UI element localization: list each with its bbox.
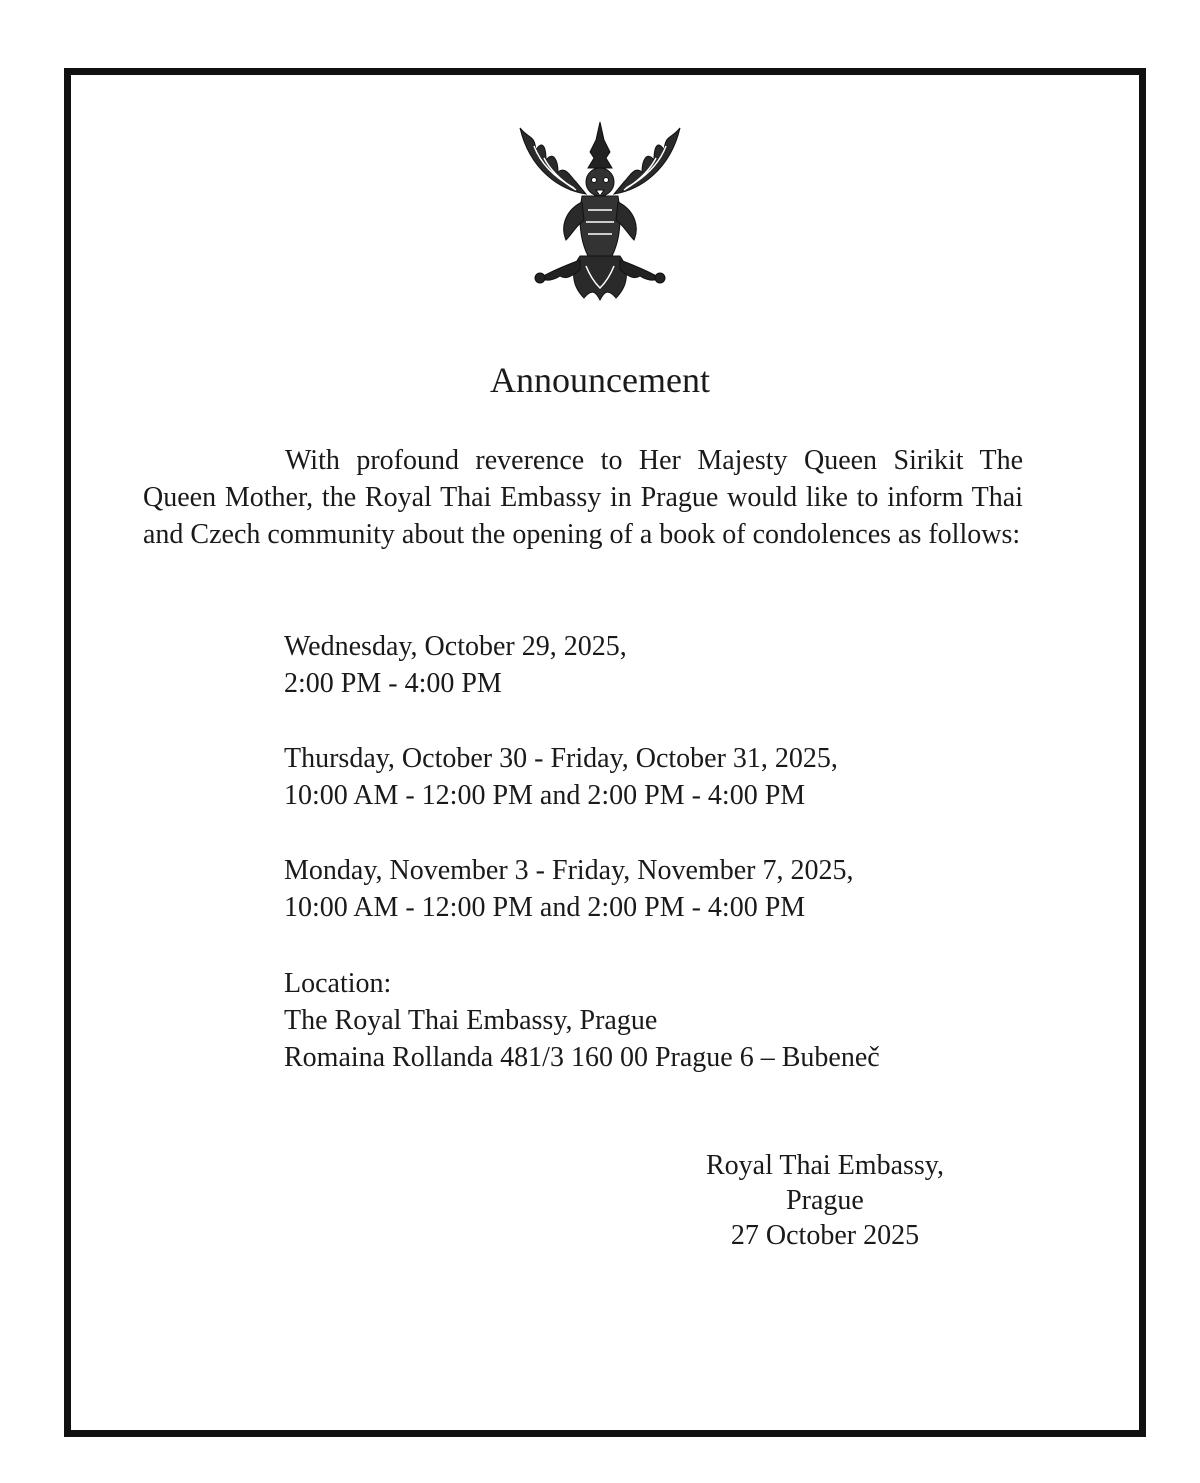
schedule-item [284, 628, 853, 702]
location-label: Location: [284, 968, 392, 999]
schedule-time: 10:00 AM - 12:00 PM and 2:00 PM - 4:00 PM [284, 892, 806, 923]
garuda-emblem-icon [500, 110, 700, 310]
schedule-time: 10:00 AM - 12:00 PM and 2:00 PM - 4:00 PM [284, 780, 806, 811]
location-address: Romaina Rollanda 481/3 160 00 Prague 6 – Bubeneč [284, 1042, 880, 1073]
signature-organization: Royal Thai Embassy, [706, 1150, 944, 1181]
schedule-list [284, 628, 853, 964]
location-name: The Royal Thai Embassy, Prague [284, 1005, 658, 1036]
schedule-date: Wednesday, October 29, 2025, [284, 631, 627, 662]
announcement-title: Announcement [490, 360, 710, 400]
schedule-date: Monday, November 3 - Friday, November 7, 2025, [284, 855, 854, 886]
schedule-date: Thursday, October 30 - Friday, October 31, 2025, [284, 743, 838, 774]
schedule-time: 2:00 PM - 4:00 PM [284, 668, 502, 699]
signature-block [680, 1148, 970, 1253]
schedule-item [284, 740, 853, 814]
signature-city: Prague [786, 1185, 864, 1216]
signature-date: 27 October 2025 [730, 1220, 920, 1251]
intro-paragraph: With profound reverence to Her Majesty Queen Sirikit The Queen Mother, the Royal Thai Embassy in Prague would like to inform Thai and Czech community about the opening of a book of condolences as follows: [143, 445, 1023, 550]
schedule-item [284, 852, 853, 926]
location-block [284, 965, 880, 1076]
